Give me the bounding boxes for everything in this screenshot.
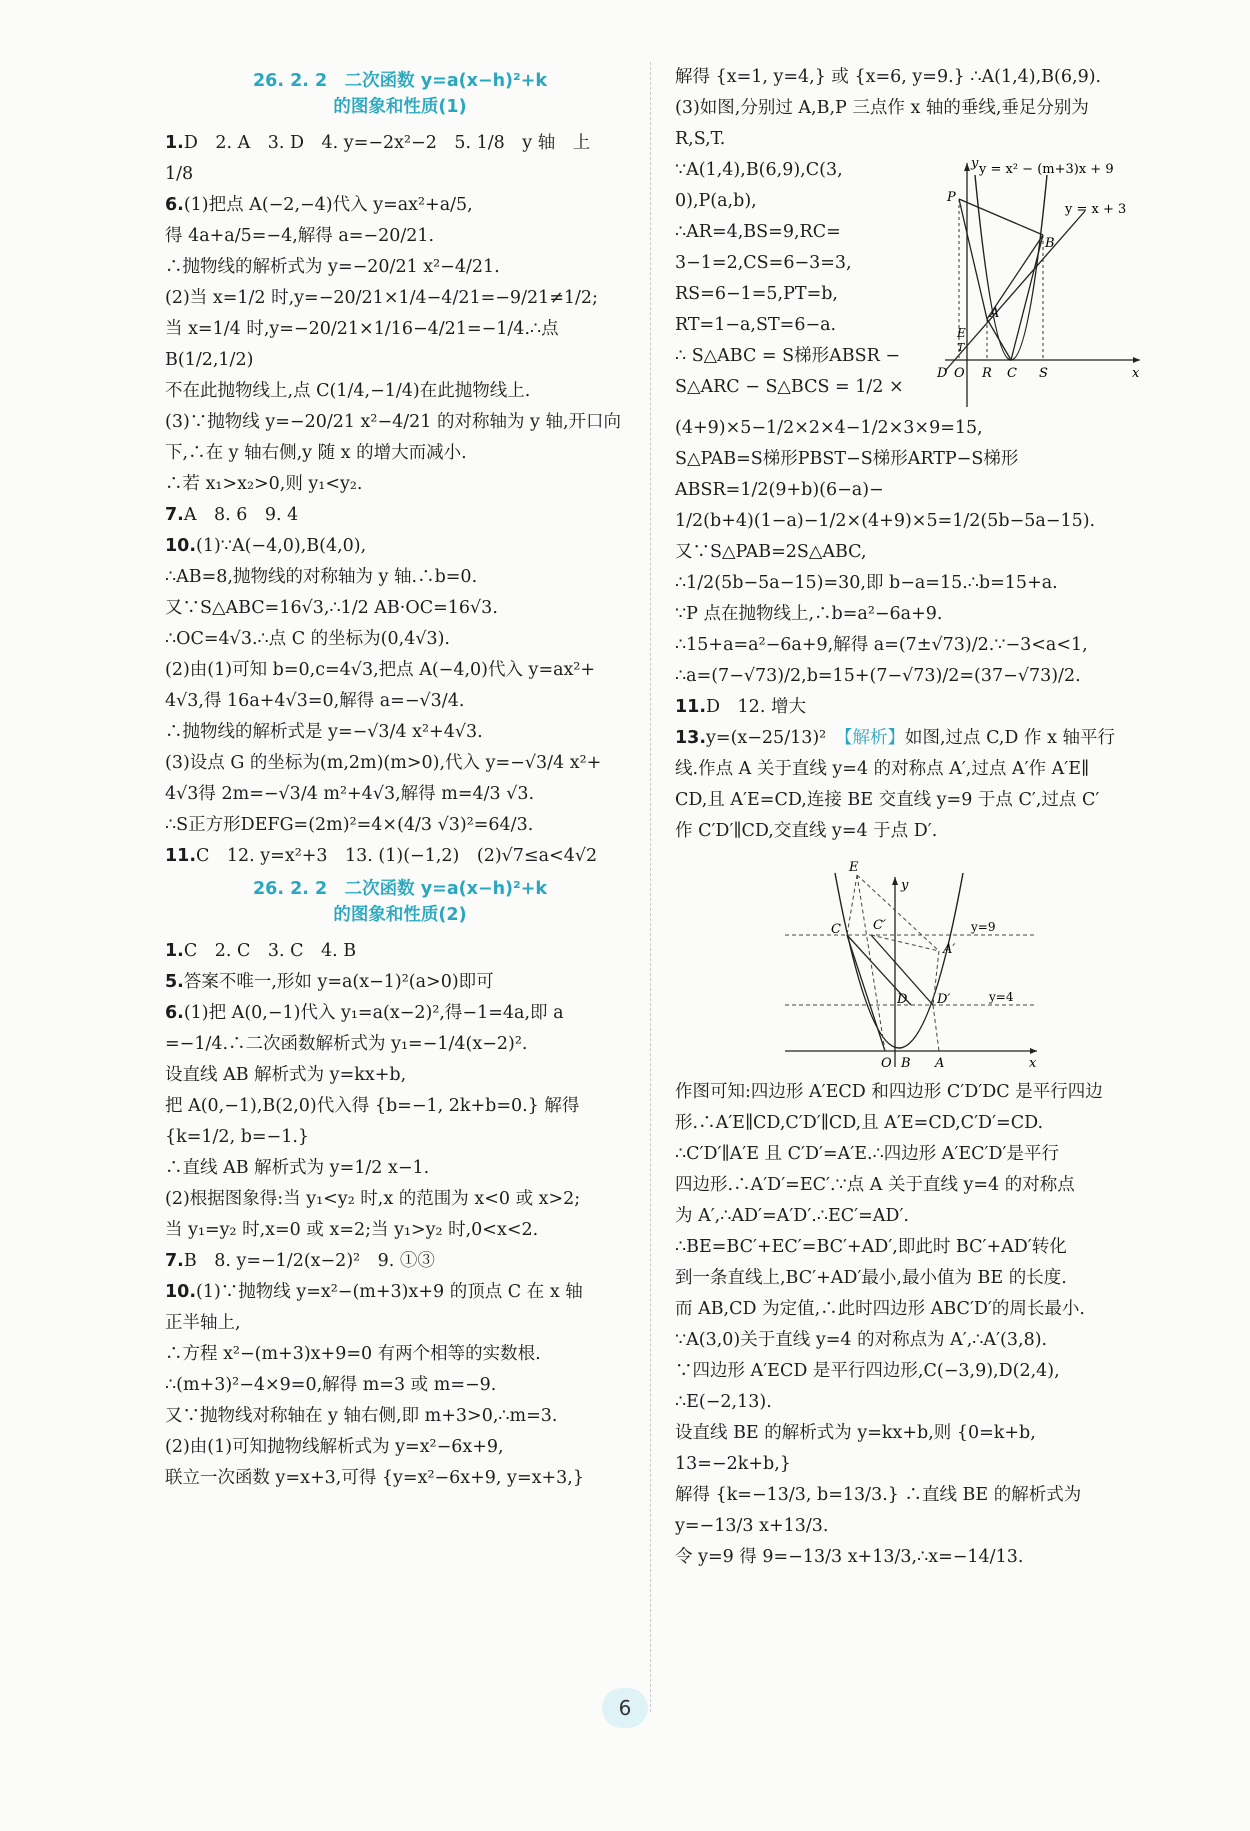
label-y: y [971, 156, 979, 171]
segment-cprime-aprime [871, 935, 939, 951]
segment-da [933, 1005, 939, 1051]
answer-text: 又∵S△PAB=2S△ABC, [675, 542, 867, 562]
answer-line [675, 661, 1145, 692]
answer-text: ∴S正方形DEFG=(2m)²=4×(4/3 √3)²=64/3. [165, 815, 534, 835]
answer-line [165, 810, 635, 841]
answer-line [165, 841, 635, 872]
answer-line [675, 248, 935, 279]
eq-line-label: y = x + 3 [1065, 202, 1127, 217]
answer-line [165, 717, 635, 748]
answer-text: (1)把点 A(−2,−4)代入 y=ax²+a/5, [183, 195, 473, 215]
section-title-1-line2: 的图象和性质(1) [333, 97, 467, 117]
answer-text: ∴抛物线的解析式为 y=−20/21 x²−4/21. [165, 257, 500, 277]
answer-text: 设直线 AB 解析式为 y=kx+b, [165, 1065, 407, 1085]
answer-line [675, 1170, 1145, 1201]
answer-text: ∴直线 AB 解析式为 y=1/2 x−1. [165, 1158, 430, 1178]
answer-line [165, 469, 635, 500]
answer-text: A 8. 6 9. 4 [183, 505, 299, 525]
left-column [165, 62, 635, 1494]
answer-line [675, 413, 1145, 444]
answer-text: 4√3得 2m=−√3/4 m²+4√3,解得 m=4/3 √3. [165, 784, 535, 804]
answer-line [165, 1401, 635, 1432]
answer-text: S△PAB=S梯形PBST−S梯形ARTP−S梯形ABSR=1/2(9+b)(6−a)− [675, 449, 1019, 500]
answer-text: 线.作点 A 关于直线 y=4 的对称点 A′,过点 A′作 A′E∥ [675, 759, 1090, 779]
answer-line [165, 407, 635, 438]
answer-line [675, 341, 935, 372]
answer-text: (2)由(1)可知抛物线解析式为 y=x²−6x+9, [165, 1437, 504, 1457]
y-axis-arrow-icon [964, 163, 970, 171]
answer-line [165, 1060, 635, 1091]
answer-line [165, 376, 635, 407]
answer-line [165, 998, 635, 1029]
section-title-2-line1: 26. 2. 2 二次函数 y=a(x−h)²+k [252, 879, 548, 899]
answer-line [165, 1246, 635, 1277]
answer-line [165, 748, 635, 779]
answer-line [165, 1215, 635, 1246]
y-axis-arrow-2-icon [892, 877, 898, 885]
answer-text: ∵A(3,0)关于直线 y=4 的对称点为 A′,∴A′(3,8). [675, 1330, 1048, 1350]
answer-13-head [675, 723, 1145, 754]
segment-ec [847, 875, 857, 935]
answer-line [165, 252, 635, 283]
segment-cb [1011, 235, 1043, 360]
answer-line [675, 1542, 1145, 1573]
answer-text: 四边形.∴A′D′=EC′.∵点 A 关于直线 y=4 的对称点 [675, 1175, 1075, 1195]
answer-line [675, 1294, 1145, 1325]
answer-line [675, 1139, 1145, 1170]
label2-e: E [849, 860, 859, 875]
answer-line [675, 279, 935, 310]
label2-a: A [935, 1056, 945, 1071]
answer-line [165, 967, 635, 998]
segment-pb [959, 199, 1043, 235]
answer-line [675, 754, 1145, 785]
label2-cprime: C′ [873, 918, 886, 933]
answer-text: 当 y₁=y₂ 时,x=0 或 x=2;当 y₁>y₂ 时,0<x<2. [165, 1220, 539, 1240]
answer-text: 到一条直线上,BC′+AD′最小,最小值为 BE 的长度. [675, 1268, 1067, 1288]
label-c: C [1007, 366, 1017, 381]
answer-line [675, 630, 1145, 661]
answer-text: 0),P(a,b), [675, 191, 757, 211]
answer-line [165, 531, 635, 562]
answer-text: 又∵抛物线对称轴在 y 轴右侧,即 m+3>0,∴m=3. [165, 1406, 558, 1426]
answer-text: CD,且 A′E=CD,连接 BE 交直线 y=9 于点 C′,过点 C′ [675, 790, 1100, 810]
answer-line [165, 1339, 635, 1370]
parabola-curve-2 [835, 873, 963, 1048]
answer-text: 为 A′,∴AD′=A′D′.∴EC′=AD′. [675, 1206, 909, 1226]
parabola-line-graph [935, 155, 1145, 413]
answer-line [165, 655, 635, 686]
eq-parabola-label: y = x² − (m+3)x + 9 [979, 162, 1114, 177]
answer-text: C 12. y=x²+3 13. (1)(−1,2) (2)√7≤a<4√2 [196, 846, 598, 866]
answer-line [165, 779, 635, 810]
answer-text: ∵四边形 A′ECD 是平行四边形,C(−3,9),D(2,4), [675, 1361, 1060, 1381]
question-number: 1. [165, 941, 184, 961]
question-number: 1. [165, 133, 184, 153]
q11-text: D 12. 增大 [706, 697, 806, 717]
segment-ac [987, 319, 1011, 360]
page-number: 6 [602, 1688, 648, 1728]
answer-text: (1)∵抛物线 y=x²−(m+3)x+9 的顶点 C 在 x 轴 [196, 1282, 583, 1302]
question-number: 11. [165, 846, 197, 866]
answer-line [165, 1432, 635, 1463]
answer-text: 令 y=9 得 9=−13/3 x+13/3,∴x=−14/13. [675, 1547, 1024, 1567]
answer-line [675, 785, 1145, 816]
answer-text: ∴AB=8,抛物线的对称轴为 y 轴.∴b=0. [165, 567, 478, 587]
label-x: x [1132, 366, 1140, 381]
q13-after-lines [675, 1077, 1145, 1573]
answer-text: 答案不唯一,形如 y=a(x−1)²(a>0)即可 [183, 972, 494, 992]
answer-text: B 8. y=−1/2(x−2)² 9. ①③ [183, 1251, 435, 1271]
answer-text: ∴C′D′∥A′E 且 C′D′=A′E.∴四边形 A′EC′D′是平行 [675, 1144, 1060, 1164]
answer-text: ∴方程 x²−(m+3)x+9=0 有两个相等的实数根. [165, 1344, 541, 1364]
q11-num: 11. [675, 697, 707, 717]
q13-rest: 如图,过点 C,D 作 x 轴平行 [904, 728, 1115, 748]
answer-text: 当 x=1/4 时,y=−20/21×1/16−4/21=−1/4.∴点 B(1/2,1/2) [165, 319, 559, 370]
answer-text: ∴抛物线的解析式是 y=−√3/4 x²+4√3. [165, 722, 483, 742]
label2-d: D [897, 992, 908, 1007]
answer-text: 作 C′D′∥CD,交直线 y=4 于点 D′. [675, 821, 938, 841]
label-p: P [947, 190, 956, 205]
answer-line [675, 217, 935, 248]
answer-text: ∴BE=BC′+EC′=BC′+AD′,即此时 BC′+AD′转化 [675, 1237, 1067, 1257]
segment-cb-2 [847, 935, 885, 1051]
answer-line [675, 310, 935, 341]
question-number: 7. [165, 1251, 184, 1271]
question-number: 7. [165, 505, 184, 525]
answer-text: ∴15+a=a²−6a+9,解得 a=(7±√73)/2.∵−3<a<1, [675, 635, 1088, 655]
answer-text: 1/2(b+4)(1−a)−1/2×(4+9)×5=1/2(5b−5a−15). [675, 511, 1096, 531]
right-top-lines [675, 62, 1145, 155]
label2-y4: y=4 [989, 990, 1014, 1004]
section-title-1 [165, 68, 635, 120]
answer-line [675, 155, 935, 186]
section-1-answers [165, 128, 635, 872]
answer-line [165, 221, 635, 252]
label-t: T [957, 341, 965, 354]
answer-line [165, 624, 635, 655]
answer-line [675, 568, 1145, 599]
answer-text: (2)由(1)可知 b=0,c=4√3,把点 A(−4,0)代入 y=ax²+ [165, 660, 596, 680]
section-title-2-line2: 的图象和性质(2) [333, 905, 467, 925]
answer-line [675, 62, 1145, 93]
answer-text: 联立一次函数 y=x+3,可得 {y=x²−6x+9, y=x+3,} [165, 1468, 584, 1488]
label-a: A [990, 306, 1000, 321]
line-y-x-plus-3 [945, 211, 1085, 371]
answer-line [165, 593, 635, 624]
answer-line [165, 1370, 635, 1401]
answer-line [165, 500, 635, 531]
answer-text: 把 A(0,−1),B(2,0)代入得 {b=−1, 2k+b=0.} 解得 {k=1/2, b=−1.} [165, 1096, 580, 1147]
answer-text: (1)把 A(0,−1)代入 y₁=a(x−2)²,得−1=4a,即 a [183, 1003, 564, 1023]
answer-line [675, 1418, 1145, 1480]
answer-line [165, 1308, 635, 1339]
answer-line [675, 599, 1145, 630]
answer-text: ∴ S△ABC = S梯形ABSR − [675, 346, 901, 366]
label-d: D [937, 366, 948, 381]
answer-text: 解得 {x=1, y=4,} 或 {x=6, y=9.} ∴A(1,4),B(6,9). [675, 67, 1102, 87]
answer-line [165, 1184, 635, 1215]
answer-text: 不在此抛物线上,点 C(1/4,−1/4)在此抛物线上. [165, 381, 531, 401]
q13-lines [675, 754, 1145, 847]
answer-text: ∴a=(7−√73)/2,b=15+(7−√73)/2=(37−√73)/2. [675, 666, 1081, 686]
answer-text: (3)设点 G 的坐标为(m,2m)(m>0),代入 y=−√3/4 x²+ [165, 753, 602, 773]
answer-line [165, 1463, 635, 1494]
answer-line [675, 1480, 1145, 1542]
answer-line [165, 1277, 635, 1308]
answer-text: (2)根据图象得:当 y₁<y₂ 时,x 的范围为 x<0 或 x>2; [165, 1189, 581, 1209]
answer-text: ∴OC=4√3.∴点 C 的坐标为(0,4√3). [165, 629, 450, 649]
answer-text: 下,∴在 y 轴右侧,y 随 x 的增大而减小. [165, 443, 467, 463]
answer-line [675, 1232, 1145, 1263]
q13-analysis-tag: 【解析】 [843, 728, 905, 748]
section-title-1-line1: 26. 2. 2 二次函数 y=a(x−h)²+k [252, 71, 548, 91]
answer-text: (1)∵A(−4,0),B(4,0), [196, 536, 367, 556]
answer-line [165, 936, 635, 967]
answer-text: D 2. A 3. D 4. y=−2x²−2 5. 1/8 y 轴 上 1/8 [165, 133, 608, 184]
segment-ea [857, 875, 939, 951]
answer-text: ∵P 点在抛物线上,∴b=a²−6a+9. [675, 604, 943, 624]
q13-num: 13. [675, 728, 707, 748]
answer-text: 3−1=2,CS=6−3=3, [675, 253, 852, 273]
answer-line [165, 562, 635, 593]
answer-text: R,S,T. [675, 129, 726, 149]
answer-line [675, 1387, 1145, 1418]
answer-text: ∴若 x₁>x₂>0,则 y₁<y₂. [165, 474, 363, 494]
answer-text: 作图可知:四边形 A′ECD 和四边形 C′D′DC 是平行四边 [675, 1082, 1103, 1102]
answer-line [675, 537, 1145, 568]
question-number: 6. [165, 195, 184, 215]
answer-line [675, 444, 1145, 506]
label2-aprime: A′ [943, 942, 956, 957]
answer-line [675, 1108, 1145, 1139]
answer-text: S△ARC − S△BCS = 1/2 × [675, 377, 904, 397]
answer-text: 得 4a+a/5=−4,解得 a=−20/21. [165, 226, 435, 246]
reflection-graph [775, 853, 1045, 1071]
answer-text: ∴AR=4,BS=9,RC= [675, 222, 841, 242]
answer-line [675, 1201, 1145, 1232]
answer-text: C 2. C 3. C 4. B [183, 941, 357, 961]
answer-line [165, 1153, 635, 1184]
answer-text: 4√3,得 16a+4√3=0,解得 a=−√3/4. [165, 691, 465, 711]
answer-line [165, 1091, 635, 1153]
answer-text: 又∵S△ABC=16√3,∴1/2 AB·OC=16√3. [165, 598, 498, 618]
answer-text: ∵A(1,4),B(6,9),C(3, [675, 160, 843, 180]
answer-text: =−1/4.∴二次函数解析式为 y₁=−1/4(x−2)². [165, 1034, 528, 1054]
question-number: 5. [165, 972, 184, 992]
answer-line [165, 1029, 635, 1060]
answer-text: 解得 {k=−13/3, b=13/3.} ∴直线 BE 的解析式为 y=−13/3 x+13/3. [675, 1485, 1082, 1536]
section-2-answers [165, 936, 635, 1494]
q13-text: y=(x−25/13)² [706, 728, 844, 748]
answer-line [165, 190, 635, 221]
section-title-2 [165, 876, 635, 928]
graph1-block [675, 155, 1145, 413]
right-column [675, 62, 1145, 1573]
label-e: E [957, 326, 966, 340]
segment-eb [857, 875, 885, 1051]
right-side-lines [675, 155, 935, 403]
answer-text: 而 AB,CD 为定值,∴此时四边形 ABC′D′的周长最小. [675, 1299, 1085, 1319]
label-s: S [1039, 366, 1048, 381]
page-number-block [0, 1688, 1250, 1728]
answer-line [675, 372, 935, 403]
right-after-lines [675, 413, 1145, 692]
answer-line [675, 1077, 1145, 1108]
answer-text: RS=6−1=5,PT=b, [675, 284, 838, 304]
answer-text: 设直线 BE 的解析式为 y=kx+b,则 {0=k+b, 13=−2k+b,} [675, 1423, 1036, 1474]
label-o: O [954, 366, 965, 381]
answer-text: ∴1/2(5b−5a−15)=30,即 b−a=15.∴b=15+a. [675, 573, 1058, 593]
answer-text: (3)如图,分别过 A,B,P 三点作 x 轴的垂线,垂足分别为 [675, 98, 1089, 118]
x-axis-arrow-2-icon [1030, 1048, 1037, 1054]
label2-c: C [831, 922, 841, 937]
label-b: B [1045, 236, 1055, 251]
answer-text: RT=1−a,ST=6−a. [675, 315, 837, 335]
answer-text: 正半轴上, [165, 1313, 241, 1333]
segment-pa [959, 199, 987, 319]
answer-line [675, 1263, 1145, 1294]
answer-line [675, 124, 1145, 155]
answer-line [675, 93, 1145, 124]
answer-line [165, 438, 635, 469]
answer-line [165, 686, 635, 717]
label2-b: B [901, 1056, 911, 1071]
label2-dprime: D′ [937, 992, 951, 1007]
answer-text: ∴(m+3)²−4×9=0,解得 m=3 或 m=−9. [165, 1375, 497, 1395]
x-axis-arrow-icon [1133, 357, 1140, 363]
answer-line [675, 816, 1145, 847]
answer-line [165, 283, 635, 314]
answer-text: ∴E(−2,13). [675, 1392, 772, 1412]
label2-y9: y=9 [971, 920, 996, 934]
answer-line [675, 506, 1145, 537]
label2-x: x [1029, 1056, 1037, 1071]
answer-11-12 [675, 692, 1145, 723]
question-number: 6. [165, 1003, 184, 1023]
label-r: R [982, 366, 992, 381]
answer-line [165, 128, 635, 190]
answer-text: (2)当 x=1/2 时,y=−20/21×1/4−4/21=−9/21≠1/2; [165, 288, 598, 308]
answer-line [675, 1325, 1145, 1356]
answer-line [675, 186, 935, 217]
answer-text: 形.∴A′E∥CD,C′D′∥CD,且 A′E=CD,C′D′=CD. [675, 1113, 1044, 1133]
answer-line [675, 1356, 1145, 1387]
answer-text: (3)∵抛物线 y=−20/21 x²−4/21 的对称轴为 y 轴,开口向 [165, 412, 622, 432]
column-divider [650, 62, 652, 1712]
question-number: 10. [165, 1282, 197, 1302]
answer-line [165, 314, 635, 376]
label2-y: y [901, 878, 909, 893]
label2-o: O [881, 1056, 892, 1071]
question-number: 10. [165, 536, 197, 556]
answer-text: (4+9)×5−1/2×2×4−1/2×3×9=15, [675, 418, 983, 438]
